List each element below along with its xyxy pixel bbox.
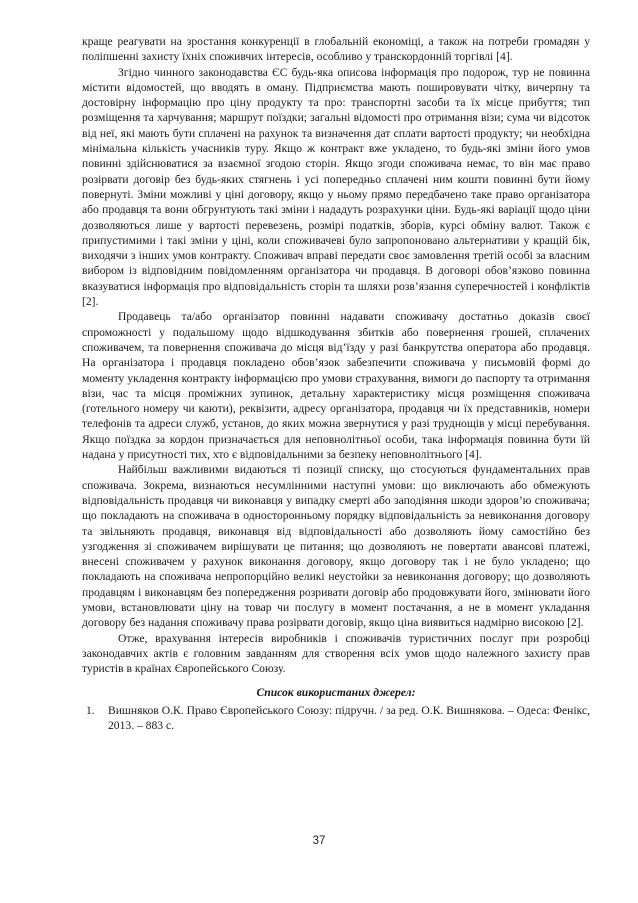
paragraph-unfair-terms: Найбільш важливими видаються ті позиції списку, що стосуються фундаментальних прав споживача. Зокрема, визнаються несумлінними наступні умови: що виключають або обмежують відповідальність продавця чи виконавця у випадку смерті або заподіяння шкоди здоров’ю споживача; що покладають на споживача в односторонньому порядку відповідальність за невиконання договору та звільняють продавця, виконавця від відповідальності або дозволяють йому самостійно без узгодження зі споживачем вирішувати це питання; що дозволяють не повертати авансові платежі, внесені споживачем у рахунок виконання договору, якщо договору так і не було укладено; що покладають на споживача непропорційно великі неустойки за невиконання договору; що дозволяють продавцям і виконавцям без попередження розривати договір або продовжувати його, змінювати його умови, встановлювати ціну на товар чи послугу в момент постачання, а не в момент укладання договору без надання споживачу права розірвати договір, якщо ціна виявиться надмірно високою [2]. xyxy=(82,463,590,630)
paragraph-eu-tour-information: Згідно чинного законодавства ЄС будь-яка описова інформація про подорож, тур не повинна містити відомостей, що вводять в оману. Підприємства мають пошировувати чітку, вичерпну та достовірну інформацію про ціну продукту та про: транспортні засоби та їх місце прибуття; тип розміщення та харчування; маршрут поїздки; загальні відомості про отримання візи; сума чи відсоток від неї, які мають бути сплачені на рахунок та визначення дат сплати вартості продукту; чи необхідна мінімальна кількість учасників туру. Якщо ж контракт вже укладено, то будь-які зміни його умов повинні здійснюватися за взаємної згодою сторін. Якщо згоди споживача немає, то він має право розірвати договір без будь-яких стягнень і усі попередньо сплачені ним кошти повинні бути йому повернуті. Зміни можливі у ціні договору, якщо у ньому прямо передбачено таке право організатора або продавця та вони обгрунтують такі зміни і нададуть розрахунки ціни. Будь-які варіації щодо ціни дозволяються лише у вартості перевезень, розмірі податків, зборів, курсі обміну валют. Також є припустимими і такі зміни у ціні, коли споживачеві було запропоновано альтернативи у кращій бік, виходячи з інших умов контракту. Споживач вправі передати своє замовлення третій особі за власним вибором із відповідним повідомленням організатора чи продавця. В договорі обов’язково повинна вказуватися інформація про відповідальність сторін та шляхи розв’язання суперечностей і конфліктів [2]. xyxy=(82,65,590,309)
page-body xyxy=(82,34,590,733)
page-number: 37 xyxy=(312,835,326,847)
reference-item xyxy=(82,703,590,734)
paragraph-conclusion: Отже, врахування інтересів виробників і споживачів туристичних послуг при розробці законодавчих актів є головним завданням для створення всіх умов щодо належного захисту прав туристів в країнах Європейського Союзу. xyxy=(82,631,590,676)
references-list xyxy=(82,703,590,734)
references-title: Список використаних джерел: xyxy=(256,686,416,700)
paragraph-continuation: краще реагувати на зростання конкуренції в глобальній економіці, а також на потреби громадян у поліпшенні захисту їхніх споживчих інтересів, особливо у транскордонній торгівлі [4]. xyxy=(82,35,590,64)
reference-number: 1. xyxy=(86,703,95,717)
reference-text: Вишняков О.К. Право Європейського Союзу: підручн. / за ред. О.К. Вишнякова. – Одеса: Фенікс, 2013. – 883 с. xyxy=(108,703,590,733)
paragraph-seller-obligations: Продавець та/або організатор повинні надавати споживачу достатньо доказів своєї спроможності у подальшому щодо відшкодування збитків або повернення грошей, сплачених споживачем, та повернення споживача до місця від’їзду у разі банкрутства оператора або продавця. На організатора і продавця покладено обов’язок забезпечити споживача у письмовій формі до моменту укладення контракту інформацією про умови страхування, вимоги до паспорту та отримання візи, час та місця проміжних зупинок, детальну характеристику місця розміщення споживача (готельного номеру чи каюти), реквізити, адресу організатора, продавця чи їх представників, номери телефонів та адреси служб, установ, до яких можна звернутися у разі труднощів у місці перебування. Якщо поїздка за кордон призначається для неповнолітньої особи, така інформація повинна бути їй надана у присутності тих, хто є відповідальними за безпеку неповнолітнього [4]. xyxy=(82,310,590,462)
